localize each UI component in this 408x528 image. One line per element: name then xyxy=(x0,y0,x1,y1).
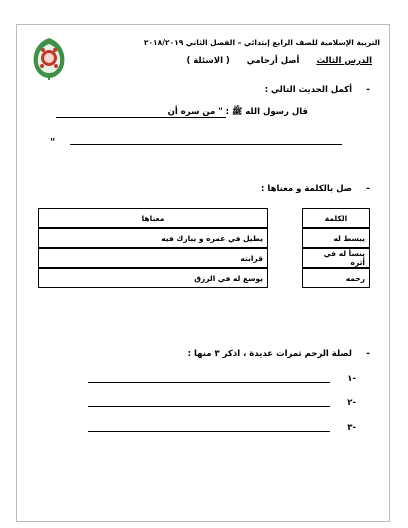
meaning-cell[interactable]: قرابته xyxy=(38,248,268,268)
lesson-row xyxy=(172,56,372,66)
closing-quote: " xyxy=(50,137,56,148)
word-header: الكلمة xyxy=(302,208,370,228)
subject-line: التربية الإسلامية للصف الرابع إبتدائي – الفصل الثاني ٢٠١٨/٢٠١٩ xyxy=(143,38,380,47)
table-gap xyxy=(268,248,302,268)
meaning-cell[interactable]: يطيل في عمره و يبارك فيه xyxy=(38,228,268,248)
questions-label: ( الاسئلة ) xyxy=(186,56,230,66)
lesson-label: الدرس الثالث xyxy=(316,56,372,66)
word-cell[interactable]: يبسط له xyxy=(302,228,370,248)
meaning-header: معناها xyxy=(38,208,268,228)
answer-number-1: -١ xyxy=(347,374,356,384)
islamic-emblem-icon xyxy=(30,36,68,80)
table-gap xyxy=(268,228,302,248)
table-gap xyxy=(268,268,302,288)
meaning-cell[interactable]: يوسع له في الرزق xyxy=(38,268,268,288)
table-row xyxy=(38,228,370,248)
answer-number-2: -٢ xyxy=(347,398,356,408)
q1-title: أكمل الحديث التالي : xyxy=(264,85,352,95)
answer-line-2[interactable] xyxy=(88,406,330,407)
q2-bullet: - xyxy=(366,184,370,194)
table-row xyxy=(38,268,370,288)
q1-bullet: - xyxy=(366,85,370,95)
table-header-row xyxy=(38,208,370,228)
answer-line-3[interactable] xyxy=(88,431,330,432)
lesson-title: أصل أرحامي xyxy=(246,56,300,66)
hadith-blank-2[interactable] xyxy=(70,144,342,145)
word-cell[interactable]: رحمه xyxy=(302,268,370,288)
hadith-start: قال رسول الله ﷺ : " من سره أن xyxy=(167,107,308,117)
answer-number-3: -٣ xyxy=(347,423,356,433)
answer-line-1[interactable] xyxy=(88,382,330,383)
table-row xyxy=(38,248,370,268)
matching-table xyxy=(38,208,370,288)
q2-title: صل بالكلمة و معناها : xyxy=(261,184,352,194)
q3-title: لصلة الرحم ثمرات عديدة ، اذكر ٣ منها : xyxy=(187,349,352,359)
table-gap xyxy=(268,208,302,228)
q3-bullet: - xyxy=(366,349,370,359)
word-cell[interactable]: ينسأ له في أثره xyxy=(302,248,370,268)
hadith-blank-1[interactable] xyxy=(56,117,226,118)
